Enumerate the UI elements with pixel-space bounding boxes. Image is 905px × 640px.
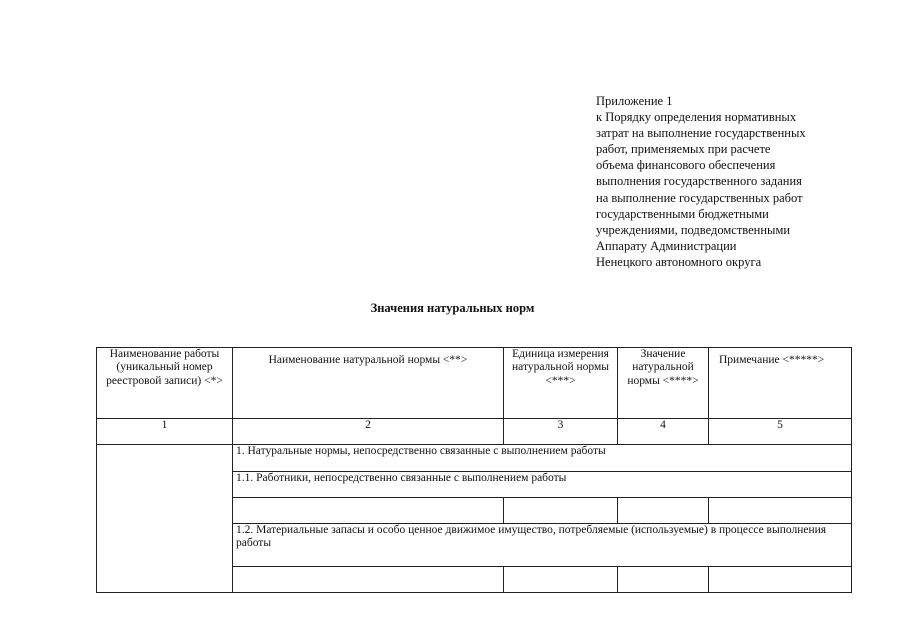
appendix-line: государственными бюджетными: [596, 206, 769, 221]
appendix-line: учреждениями, подведомственными: [596, 222, 791, 237]
header-unit: Единица измерения натуральной нормы <***>: [504, 348, 618, 419]
appendix-line: объема финансового обеспечения: [596, 158, 776, 173]
empty-cell: [709, 567, 852, 593]
column-number: 4: [618, 419, 709, 445]
appendix-line: Ненецкого автономного округа: [596, 254, 762, 269]
appendix-line: выполнения государственного задания: [596, 174, 802, 189]
empty-cell: [504, 567, 618, 593]
empty-cell: [618, 498, 709, 524]
appendix-line: Аппарату Администрации: [596, 238, 737, 253]
column-number: 2: [233, 419, 504, 445]
appendix-line: к Порядку определения нормативных: [596, 110, 797, 125]
header-norm-name: Наименование натуральной нормы <**>: [233, 348, 504, 419]
column-numbers-row: [97, 419, 852, 445]
empty-cell: [233, 567, 504, 593]
section-1-1-label: 1.1. Работники, непосредственно связанные с выполнением работы: [233, 472, 852, 498]
appendix-line: работ, применяемых при расчете: [596, 142, 771, 157]
empty-cell: [709, 498, 852, 524]
appendix-line: Приложение 1: [596, 94, 673, 108]
header-value: Значение натуральной нормы <****>: [618, 348, 709, 419]
appendix-note: [596, 93, 856, 270]
section-1-label: 1. Натуральные нормы, непосредственно связанные с выполнением работы: [233, 445, 852, 472]
header-note: Примечание <*****>: [709, 348, 852, 419]
column-number: 3: [504, 419, 618, 445]
empty-cell: [233, 498, 504, 524]
table-row: [97, 445, 852, 472]
empty-cell: [618, 567, 709, 593]
header-work-name: Наименование работы (уникальный номер реестровой записи) <*>: [97, 348, 233, 419]
column-number: 1: [97, 419, 233, 445]
table-header-row: [97, 348, 852, 419]
column-number: 5: [709, 419, 852, 445]
appendix-line: затрат на выполнение государственных: [596, 126, 806, 141]
natural-norms-table: [96, 347, 852, 593]
section-1-2-label: 1.2. Материальные запасы и особо ценное движимое имущество, потребляемые (используемые) в процессе выполнения работы: [233, 524, 852, 567]
appendix-line: на выполнение государственных работ: [596, 190, 803, 205]
document-title: Значения натуральных норм: [370, 301, 535, 315]
empty-cell: [504, 498, 618, 524]
work-name-cell: [97, 445, 233, 593]
